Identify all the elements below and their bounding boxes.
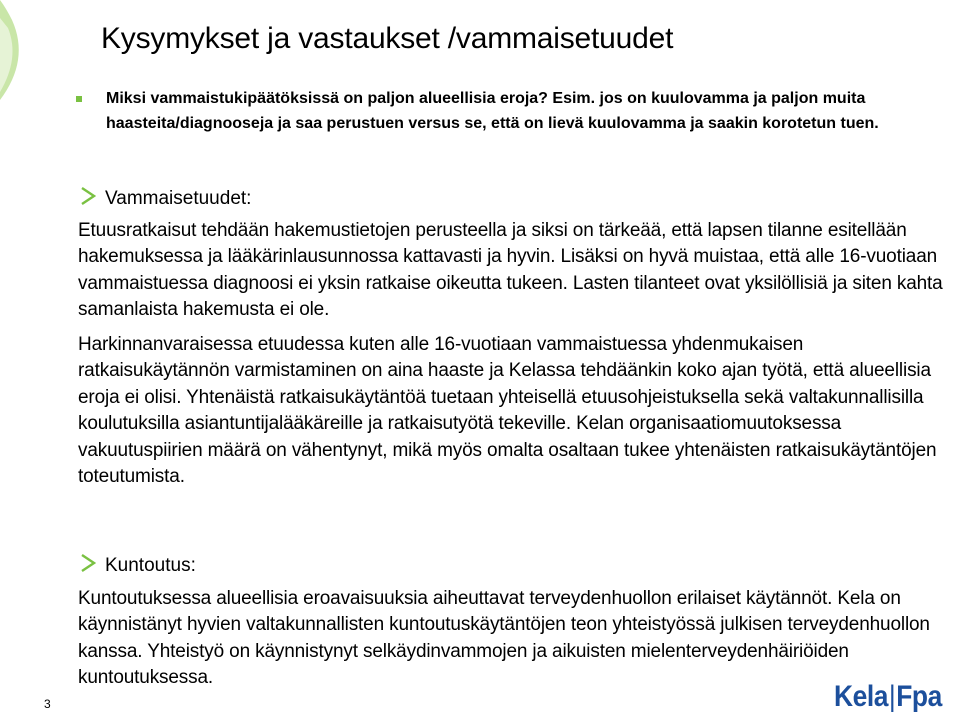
logo-separator: | — [888, 680, 896, 713]
section-heading-kuntoutus — [80, 553, 196, 579]
section-heading-vammaisetuudet — [80, 186, 251, 212]
section-heading-label: Vammaisetuudet: — [105, 188, 252, 209]
square-bullet-icon — [76, 96, 82, 102]
paragraph: Etuusratkaisut tehdään hakemustietojen perusteella ja siksi on tärkeää, että lapsen tilanne esitellään hakemuksessa ja lääkärinlausunnossa kattavasti ja hyvin. Lisäksi on hyvä muistaa, että alle 16-vuotiaan vammaistuessa diagnoosi ei yksin ratkaise oikeutta tukeen. Lasten tilanteet ovat yksilöllisiä ja siten kahta samanlaista hakemusta ei ole. — [78, 220, 943, 321]
logo-left: Kela — [834, 680, 889, 713]
arrow-bullet-icon — [80, 553, 96, 573]
question — [78, 86, 948, 136]
page-number: 3 — [44, 697, 51, 711]
logo-right: Fpa — [896, 680, 942, 713]
section-heading-label: Kuntoutus: — [105, 555, 196, 576]
arrow-bullet-icon — [80, 186, 96, 206]
kela-fpa-logo — [834, 680, 942, 714]
corner-decoration — [0, 0, 40, 120]
paragraph: Harkinnanvaraisessa etuudessa kuten alle 16-vuotiaan vammaistuessa yhdenmukaisen ratkaisukäytännön varmistaminen on aina haaste ja Kelassa tehdäänkin koko ajan työtä, että alueellisia eroja ei olisi. Yhtenäistä ratkaisukäytäntöä tuetaan yhteisellä etuusohjeistuksella sekä valtakunnallisilla koulutuksilla asiantuntijalääkäreille ja ratkaisutyötä tekeville. Kelan organisaatiomuutoksessa vakuutuspiirien määrä on vähentynyt, mikä myös omalta osaltaan tukee yhtenäisten ratkaisukäytäntöjen toteutumista. — [78, 334, 937, 488]
paragraph: Kuntoutuksessa alueellisia eroavaisuuksia aiheuttavat terveydenhuollon erilaiset käytännöt. Kela on käynnistänyt hyvien valtakunnallisten kuntoutuskäytäntöjen teon yhteistyössä julkisen terveydenhuollon kanssa. Yhteistyö on käynnistynyt selkäydinvammojen ja aikuisten mielenterveydenhäiriöiden kuntoutuksessa. — [78, 588, 930, 689]
question-text: Miksi vammaistukipäätöksissä on paljon alueellisia eroja? Esim. jos on kuulovamma ja paljon muita haasteita/diagnooseja ja saa perustuen versus se, että on lievä kuulovamma ja saakin korotetun tuen. — [106, 90, 879, 132]
slide-title: Kysymykset ja vastaukset /vammaisetuudet — [101, 22, 674, 55]
